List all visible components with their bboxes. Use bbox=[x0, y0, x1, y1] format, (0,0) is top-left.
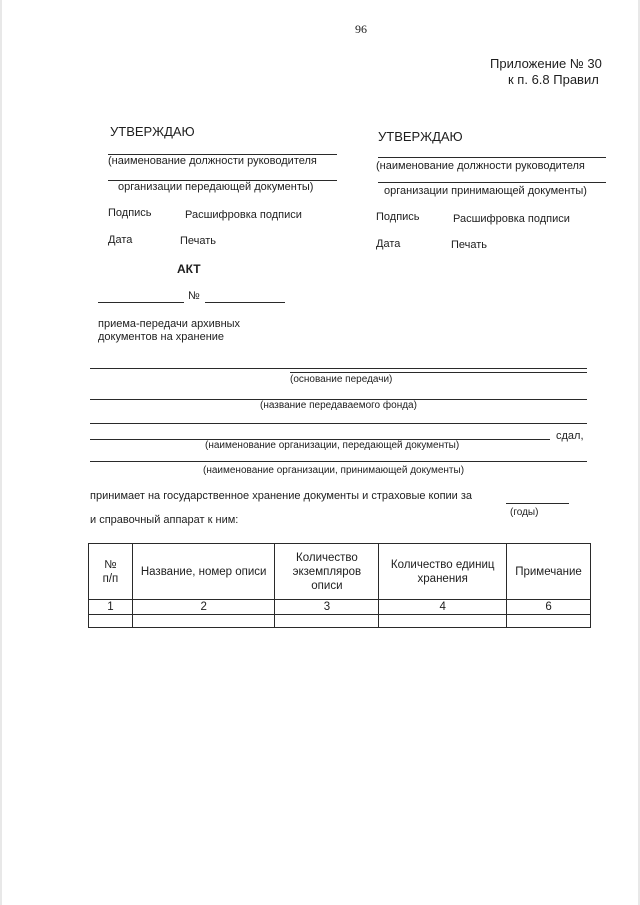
header-cell-storage-units bbox=[379, 544, 507, 600]
sender-org-caption: (наименование организации, передающей документы) bbox=[205, 440, 460, 451]
right-signature-label: Подпись bbox=[376, 211, 420, 223]
reference-apparatus-text: и справочный аппарат к ним: bbox=[90, 514, 239, 526]
act-title: АКТ bbox=[177, 262, 201, 276]
column-number: 3 bbox=[275, 600, 379, 615]
act-number-line bbox=[205, 302, 285, 303]
sender-org-line-1 bbox=[90, 423, 587, 424]
header-text: экземпляров bbox=[292, 565, 362, 578]
right-position-line-1 bbox=[378, 157, 606, 158]
right-stamp-label: Печать bbox=[451, 239, 488, 251]
header-text: Количество bbox=[296, 551, 358, 564]
header-cell-note bbox=[507, 544, 591, 600]
header-text: п/п bbox=[102, 572, 119, 585]
left-position-caption-1: (наименование должности руководителя bbox=[108, 155, 317, 167]
right-position-line-2 bbox=[378, 182, 606, 183]
years-caption: (годы) bbox=[510, 507, 539, 518]
table-header-row bbox=[89, 544, 591, 600]
column-number: 6 bbox=[507, 600, 591, 615]
act-subtitle-line-1: приема-передачи архивных bbox=[98, 318, 241, 330]
table-cell bbox=[275, 615, 379, 628]
right-position-caption-2: организации принимающей документы) bbox=[384, 185, 587, 197]
left-signature-label: Подпись bbox=[108, 207, 152, 219]
header-text: Количество единиц bbox=[390, 558, 495, 571]
years-line bbox=[506, 503, 569, 504]
header-text: Название, номер описи bbox=[140, 565, 267, 578]
header-cell-inventory-name bbox=[132, 544, 275, 600]
column-number: 2 bbox=[132, 600, 275, 615]
accepts-text: принимает на государственное хранение документы и страховые копии за bbox=[90, 490, 473, 502]
appendix-line-1: Приложение № 30 bbox=[490, 56, 602, 71]
left-date-label: Дата bbox=[108, 234, 133, 246]
column-number: 4 bbox=[379, 600, 507, 615]
table-cell bbox=[89, 615, 133, 628]
header-cell-inventory-copies bbox=[275, 544, 379, 600]
page-number: 96 bbox=[355, 22, 367, 36]
act-date-line bbox=[98, 302, 184, 303]
appendix-line-2: к п. 6.8 Правил bbox=[508, 72, 599, 87]
fund-name-caption: (название передаваемого фонда) bbox=[260, 400, 417, 411]
basis-line-2 bbox=[290, 372, 587, 373]
table-number-row bbox=[89, 600, 591, 615]
table-cell bbox=[132, 615, 275, 628]
receiver-org-line bbox=[90, 461, 587, 462]
left-approve-label: УТВЕРЖДАЮ bbox=[110, 124, 195, 139]
table-cell bbox=[379, 615, 507, 628]
left-position-caption-2: организации передающей документы) bbox=[118, 181, 314, 193]
header-text: Примечание bbox=[515, 565, 582, 578]
table-cell bbox=[507, 615, 591, 628]
act-subtitle-line-2: документов на хранение bbox=[98, 331, 225, 343]
right-position-caption-1: (наименование должности руководителя bbox=[376, 160, 585, 172]
table-row bbox=[89, 615, 591, 628]
scan-left-edge bbox=[0, 0, 2, 905]
right-signature-decoding-label: Расшифровка подписи bbox=[453, 213, 570, 225]
header-text: описи bbox=[311, 579, 343, 592]
basis-caption: (основание передачи) bbox=[290, 374, 393, 385]
left-signature-decoding-label: Расшифровка подписи bbox=[185, 209, 302, 221]
header-text: № bbox=[104, 558, 117, 571]
column-number: 1 bbox=[89, 600, 133, 615]
right-date-label: Дата bbox=[376, 238, 401, 250]
left-stamp-label: Печать bbox=[180, 235, 217, 247]
transfer-table bbox=[88, 543, 591, 628]
receiver-org-caption: (наименование организации, принимающей документы) bbox=[203, 465, 465, 476]
act-number-sign: № bbox=[188, 290, 200, 302]
header-cell-number bbox=[89, 544, 133, 600]
handed-over-label: сдал, bbox=[556, 430, 584, 442]
right-approve-label: УТВЕРЖДАЮ bbox=[378, 129, 463, 144]
basis-line bbox=[90, 368, 587, 369]
header-text: хранения bbox=[417, 572, 468, 585]
